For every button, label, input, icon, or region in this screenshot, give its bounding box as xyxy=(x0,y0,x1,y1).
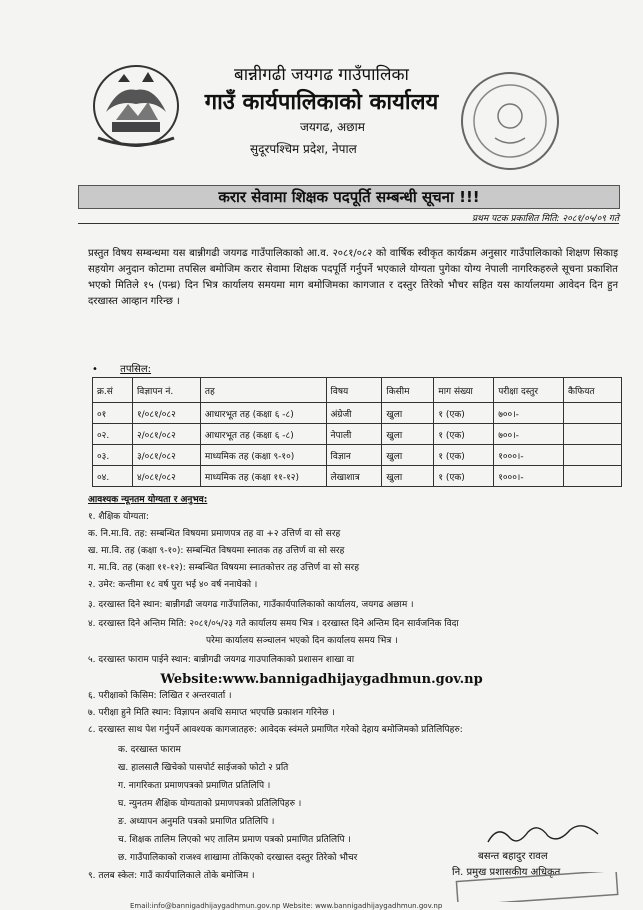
application-deadline: ४. दरखास्त दिने अन्तिम मिति: २०८१/०५/२३ गते कार्यालय समय भित्र । दरखास्त दिने अन्तिम दिन सार्वजनिक विदा xyxy=(88,619,459,629)
table-row xyxy=(93,424,622,445)
edu-heading: १. शैक्षिक योग्यता: xyxy=(88,512,149,522)
application-deadline-cont: परेमा कार्यालय सञ्चालन भएको दिन कार्यालय समय भित्र । xyxy=(206,636,398,646)
office-province: सुदूरपश्चिम प्रदेश, नेपाल xyxy=(250,142,357,156)
table-header-cell: विज्ञापन नं. xyxy=(132,378,200,403)
divider xyxy=(78,223,619,224)
table-cell: १०००।- xyxy=(494,466,564,487)
table-cell xyxy=(564,424,622,445)
table-cell: ०२. xyxy=(93,424,133,445)
application-place: ३. दरखास्त दिने स्थान: बान्नीगढी जयगढ गाउँपालिका, गाउँकार्यपालिकाको कार्यालय, जयगढ अछाम । xyxy=(88,600,414,610)
requirements-heading: आवश्यक न्यूनतम योग्यता र अनुभव: xyxy=(88,495,208,505)
table-cell: १ (एक) xyxy=(434,466,494,487)
table-cell: लेखाशात्र xyxy=(326,466,382,487)
table-label: • तपसिल: xyxy=(92,364,152,375)
table-cell xyxy=(564,466,622,487)
document-item: च. शिक्षक तालिम लिएको भए तालिम प्रमाण पत्रको प्रमाणित प्रतिलिपि । xyxy=(118,835,351,845)
edu-item-b: ख. मा.वि. तह (कक्षा ९-१०): सम्बन्धित विषयमा स्नातक तह उत्तिर्ण वा सो सरह xyxy=(88,546,345,556)
table-header-row xyxy=(93,378,622,403)
table-cell: १ (एक) xyxy=(434,424,494,445)
form-place: ५. दरखास्त फाराम पाईने स्थान: बान्नीगढी जयगढ गाउपालिकाको प्रशासन शाखा वा xyxy=(88,655,355,665)
table-cell: १ (एक) xyxy=(434,445,494,466)
table-row xyxy=(93,466,622,487)
table-row xyxy=(93,445,622,466)
notice-title: करार सेवामा शिक्षक पदपूर्ति सम्बन्धी सूचना !!! xyxy=(78,185,620,209)
website-line: Website:www.bannigadhijaygadhmun.gov.np xyxy=(160,672,483,687)
table-header-cell: माग संख्या xyxy=(434,378,494,403)
table-header-cell: तह xyxy=(200,378,326,403)
table-cell: १ (एक) xyxy=(434,403,494,424)
table-cell: १/०८१/०८२ xyxy=(132,403,200,424)
document-item: ग. नागरिकता प्रमाणपत्रको प्रमाणित प्रतिलिपि । xyxy=(118,781,271,791)
table-cell: खुला xyxy=(382,403,434,424)
table-cell: अंग्रेजी xyxy=(326,403,382,424)
office-location: जयगढ, अछाम xyxy=(300,120,365,134)
table-cell: २/०८१/०८२ xyxy=(132,424,200,445)
footer-contact: Email:info@bannigadhijaygadhmun.gov.np Website: www.bannigadhijaygadhmun.gov.np xyxy=(130,902,443,910)
document-item: घ. न्युनतम शैक्षिक योग्यताको प्रमाणपत्रको प्रतिलिपिहरु । xyxy=(118,799,302,809)
document-item: ङ. अध्यापन अनुमति पत्रको प्रमाणित प्रतिलिपि । xyxy=(118,817,275,827)
table-cell: ०३. xyxy=(93,445,133,466)
edu-item-a: क. नि.मा.वि. तह: सम्बन्धित विषयमा प्रमाणपत्र तह वा +२ उत्तिर्ण वा सो सरह xyxy=(88,529,341,539)
documents-heading: ८. दरखास्त साथ पेश गर्नुपर्ने आवश्यक कागजातहरु: आवेदक स्वंमले प्रमाणित गरेको देहाय बमोजिमको प्रतिलिपिहरु: xyxy=(88,725,463,735)
exam-date: ७. परीक्षा हुने मिति स्थान: विज्ञापन अवधि समाप्त भएपछि प्रकाशन गरिनेछ । xyxy=(88,708,335,718)
table-cell: नेपाली xyxy=(326,424,382,445)
signatory-name: बसन्त बहादुर रावल xyxy=(478,851,548,862)
table-header-cell: किसीम xyxy=(382,378,434,403)
table-cell: खुला xyxy=(382,424,434,445)
municipality-name: बान्नीगढी जयगढ गाउँपालिका xyxy=(234,65,409,85)
table-label-text: तपसिल: xyxy=(120,364,152,375)
table-header-cell: परीक्षा दस्तुर xyxy=(494,378,564,403)
intro-paragraph: प्रस्तुत विषय सम्बन्धमा यस बान्नीगढी जयगढ गाउँपालिकाको आ.व. २०८१/०८२ को वार्षिक स्वीकृत कार्यक्रम अनुसार गाउँपालिकाको शिक्षण सिकाइ सहयोग अनुदान कोटामा तपसिल बमोजिम करार सेवामा शिक्षक पदपूर्ति गर्नुपर्ने भएकाले योग्यता पुगेका योग्य नेपाली नागरिकहरुले सूचना प्रकाशित भएको मितिले १५ (पन्ध्र) दिन भित्र कार्यालय समयमा माग बमोजिमका कागजात र दस्तुर तिरेको भौचर सहित यस कार्यालयमा आवेदन दिन हुन दरखास्त आव्हान गरिन्छ । xyxy=(88,248,618,307)
document-item: ख. हालसालै खिचेको पासपोर्ट साईजको फोटो २ प्रति xyxy=(118,763,289,773)
exam-type: ६. परीक्षाको किसिम: लिखित र अन्तरवार्ता । xyxy=(88,691,232,701)
vacancy-table xyxy=(92,377,622,487)
table-cell: ४/०८१/०८२ xyxy=(132,466,200,487)
table-header-cell: कैफियत xyxy=(564,378,622,403)
table-header-cell: विषय xyxy=(326,378,382,403)
table-cell: खुला xyxy=(382,466,434,487)
document-item: क. दरखास्त फाराम xyxy=(118,745,181,755)
signature-icon xyxy=(458,820,628,848)
table-cell: ३/०८१/०८२ xyxy=(132,445,200,466)
table-cell: विज्ञान xyxy=(326,445,382,466)
table-cell: आधारभूत तह (कक्षा ६ -८) xyxy=(200,424,326,445)
table-cell: खुला xyxy=(382,445,434,466)
publish-date: प्रथम पटक प्रकाशित मिति: २०८१/०५/०९ गते xyxy=(472,214,619,224)
table-cell xyxy=(564,403,622,424)
edu-item-c: ग. मा.वि. तह (कक्षा ११-१२): सम्बन्धित विषयमा स्नातकोत्तर तह उत्तिर्ण वा सो सरह xyxy=(88,563,359,573)
table-cell: माध्यमिक तह (कक्षा ११-१२) xyxy=(200,466,326,487)
table-row xyxy=(93,403,622,424)
signatory-title: नि. प्रमुख प्रशासकीय अधिकृत xyxy=(452,867,561,878)
table-cell xyxy=(564,445,622,466)
table-cell: आधारभूत तह (कक्षा ६ -८) xyxy=(200,403,326,424)
table-cell: ०१ xyxy=(93,403,133,424)
table-header-cell: क्र.सं xyxy=(93,378,133,403)
official-stamp-icon xyxy=(455,872,620,902)
document-item: छ. गाउँपालिकाको राजश्व शाखामा तोकिएको दरखास्त दस्तुर तिरेको भौचर xyxy=(118,853,358,863)
salary-scale: ९. तलब स्केल: गाउँ कार्यपालिकाले तोके बमोजिम । xyxy=(88,871,255,881)
table-cell: ०४. xyxy=(93,466,133,487)
office-name: गाउँ कार्यपालिकाको कार्यालय xyxy=(204,90,439,115)
table-cell: माध्यमिक तह (कक्षा ९-१०) xyxy=(200,445,326,466)
table-cell: १०००।- xyxy=(494,445,564,466)
age-requirement: २. उमेर: कन्तीमा १८ वर्ष पुरा भई ४० वर्ष ननाघेको । xyxy=(88,580,258,590)
table-cell: ७००।- xyxy=(494,424,564,445)
table-cell: ७००।- xyxy=(494,403,564,424)
